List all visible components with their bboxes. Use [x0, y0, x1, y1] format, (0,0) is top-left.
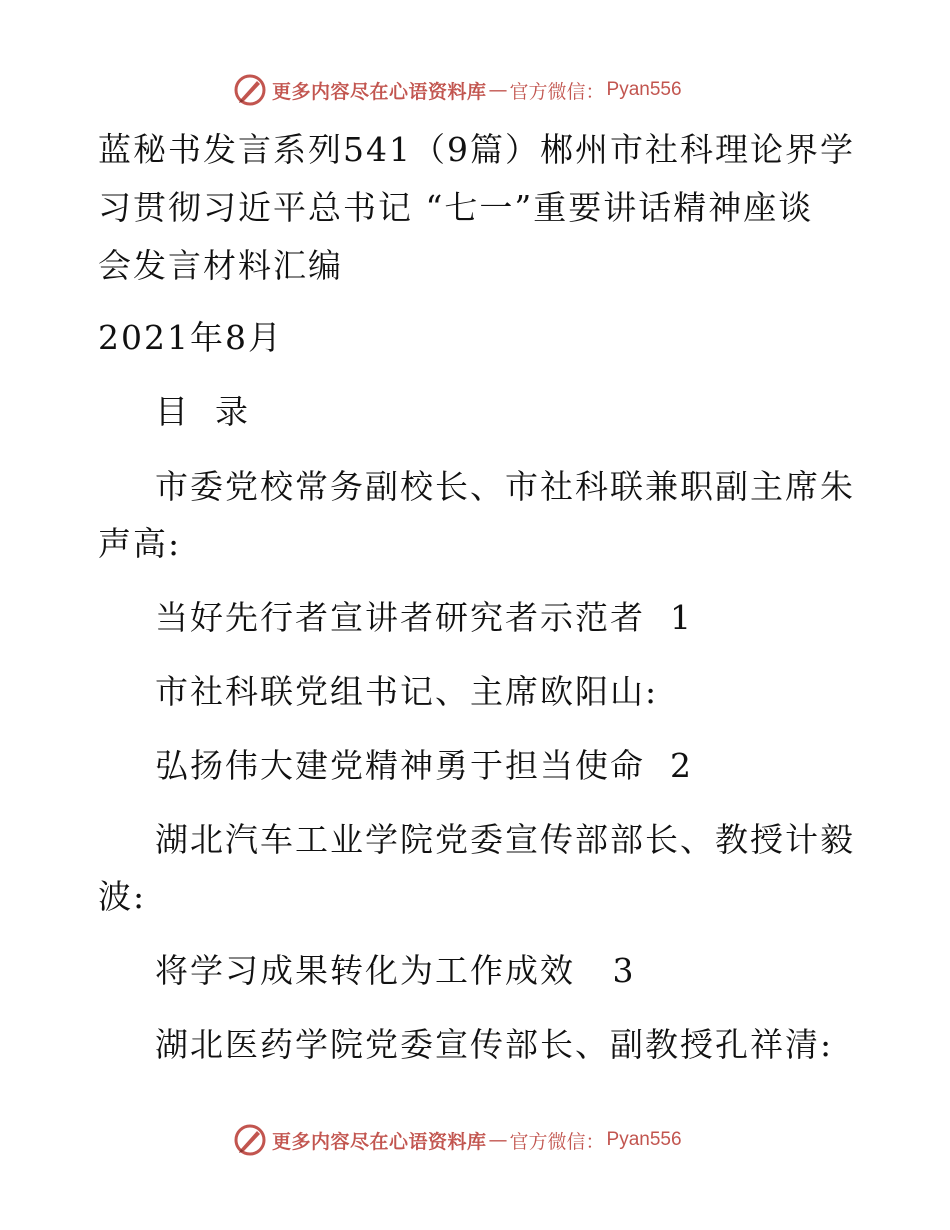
toc-speaker-3-line-2: 波: — [98, 877, 147, 916]
toc-title-1: 当好先行者宣讲者研究者示范者 1 — [155, 598, 693, 637]
banner-label: 官方微信 — [509, 80, 586, 103]
toc-speaker-1-line-2: 声高: — [98, 524, 182, 563]
banner-separator: ： — [585, 1130, 605, 1153]
banner-label: 官方微信 — [509, 1130, 586, 1153]
toc-speaker-1-line-1: 市委党校常务副校长、市社科联兼职副主席朱 — [155, 467, 855, 506]
date-line: 2021年8月 — [98, 318, 283, 357]
title-line-2: 习贯彻习近平总书记 “七一”重要讲话精神座谈 — [98, 188, 814, 227]
banner-separator: ： — [585, 80, 605, 103]
toc-title-3: 将学习成果转化为工作成效 3 — [155, 951, 636, 990]
toc-title-2: 弘扬伟大建党精神勇于担当使命 2 — [155, 746, 693, 785]
watermark-banner-bottom — [232, 1120, 732, 1160]
banner-dash: — — [488, 79, 508, 101]
banner-handle: Pyan556 — [606, 79, 682, 100]
title-line-3: 会发言材料汇编 — [98, 246, 343, 285]
pen-logo-icon — [232, 72, 268, 108]
toc-speaker-2: 市社科联党组书记、主席欧阳山: — [155, 672, 659, 711]
pen-logo-icon — [232, 1122, 268, 1158]
toc-speaker-3-line-1: 湖北汽车工业学院党委宣传部部长、教授计毅 — [155, 820, 855, 859]
banner-main-text: 更多内容尽在心语资料库 — [272, 1130, 487, 1153]
banner-dash: — — [488, 1129, 508, 1151]
toc-heading: 目 录 — [155, 392, 250, 431]
toc-speaker-4: 湖北医药学院党委宣传部长、副教授孔祥清: — [155, 1025, 834, 1064]
banner-main-text: 更多内容尽在心语资料库 — [272, 80, 487, 103]
banner-handle: Pyan556 — [606, 1129, 682, 1150]
watermark-banner-top — [232, 70, 732, 110]
title-line-1: 蓝秘书发言系列541（9篇）郴州市社科理论界学 — [98, 130, 855, 169]
